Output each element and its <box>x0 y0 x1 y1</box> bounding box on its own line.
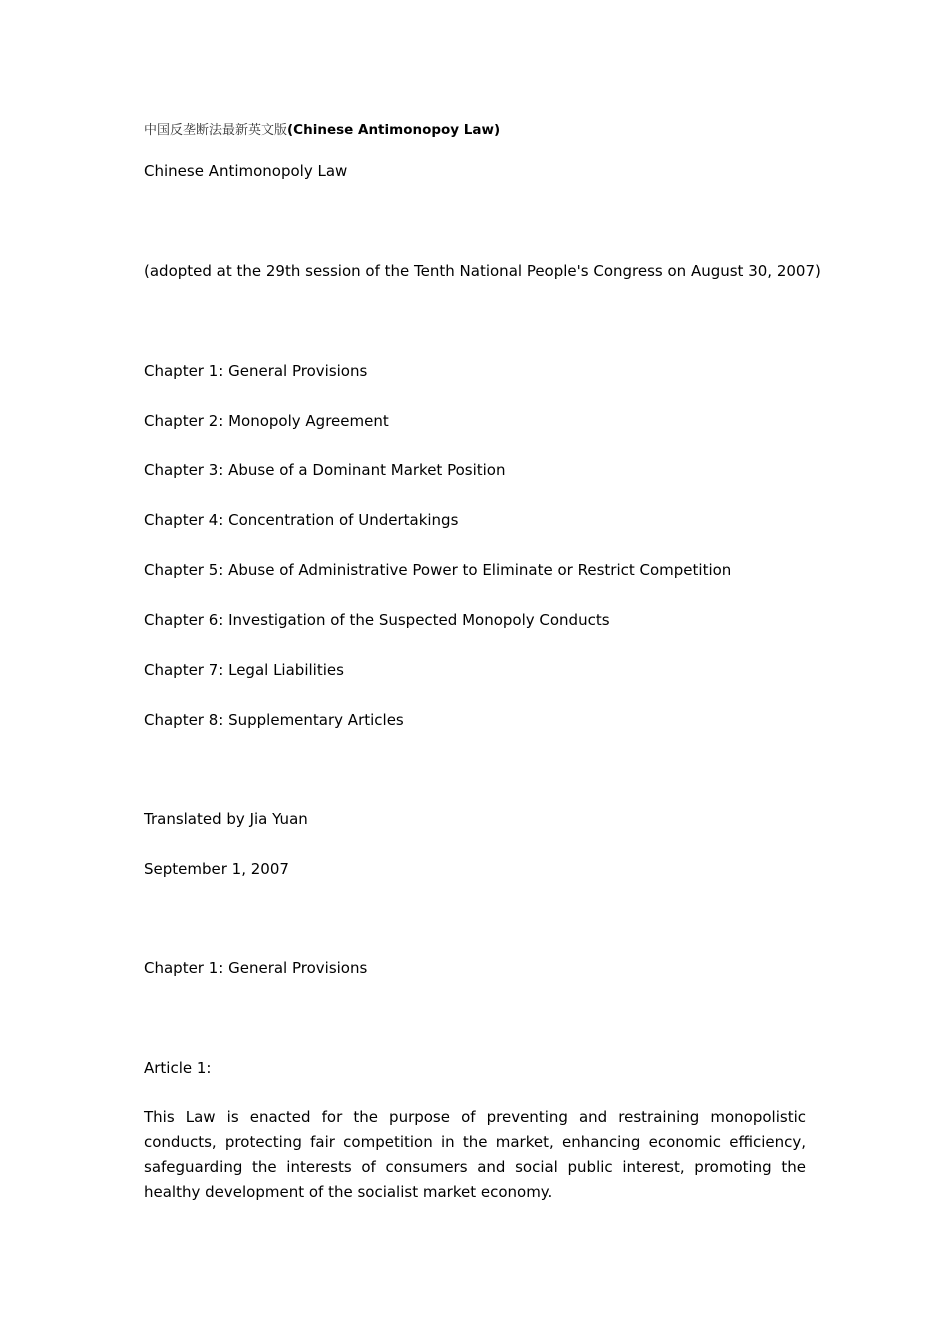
translation-date: September 1, 2007 <box>144 860 289 878</box>
chapter-heading: Chapter 1: General Provisions <box>144 959 368 977</box>
article-text: This Law is enacted for the purpose of preventing and restraining monopolistic conducts, protecting fair competition in the market, enhancing economic efficiency, safeguarding the interests of consumers and social public interest, promoting the healthy development of the socialist market economy. <box>144 1108 806 1201</box>
toc-item: Chapter 8: Supplementary Articles <box>144 711 404 729</box>
toc-item: Chapter 2: Monopoly Agreement <box>144 412 389 430</box>
toc-item: Chapter 3: Abuse of a Dominant Market Position <box>144 461 506 479</box>
article-heading: Article 1: <box>144 1059 212 1077</box>
document-title: Chinese Antimonopoly Law <box>144 162 348 180</box>
toc-item: Chapter 6: Investigation of the Suspected Monopoly Conducts <box>144 611 610 629</box>
translator-credit: Translated by Jia Yuan <box>144 810 308 828</box>
toc-item: Chapter 5: Abuse of Administrative Power to Eliminate or Restrict Competition <box>144 561 732 579</box>
document-header <box>144 120 500 141</box>
header-title-chinese: 中国反垄断法最新英文版 <box>144 123 288 138</box>
toc-item: Chapter 7: Legal Liabilities <box>144 661 344 679</box>
header-title-english: (Chinese Antimonopoy Law) <box>287 122 501 138</box>
adoption-note: (adopted at the 29th session of the Tenth National People's Congress on August 30, 2007) <box>144 262 821 280</box>
toc-item: Chapter 1: General Provisions <box>144 362 368 380</box>
toc-item: Chapter 4: Concentration of Undertakings <box>144 511 459 529</box>
